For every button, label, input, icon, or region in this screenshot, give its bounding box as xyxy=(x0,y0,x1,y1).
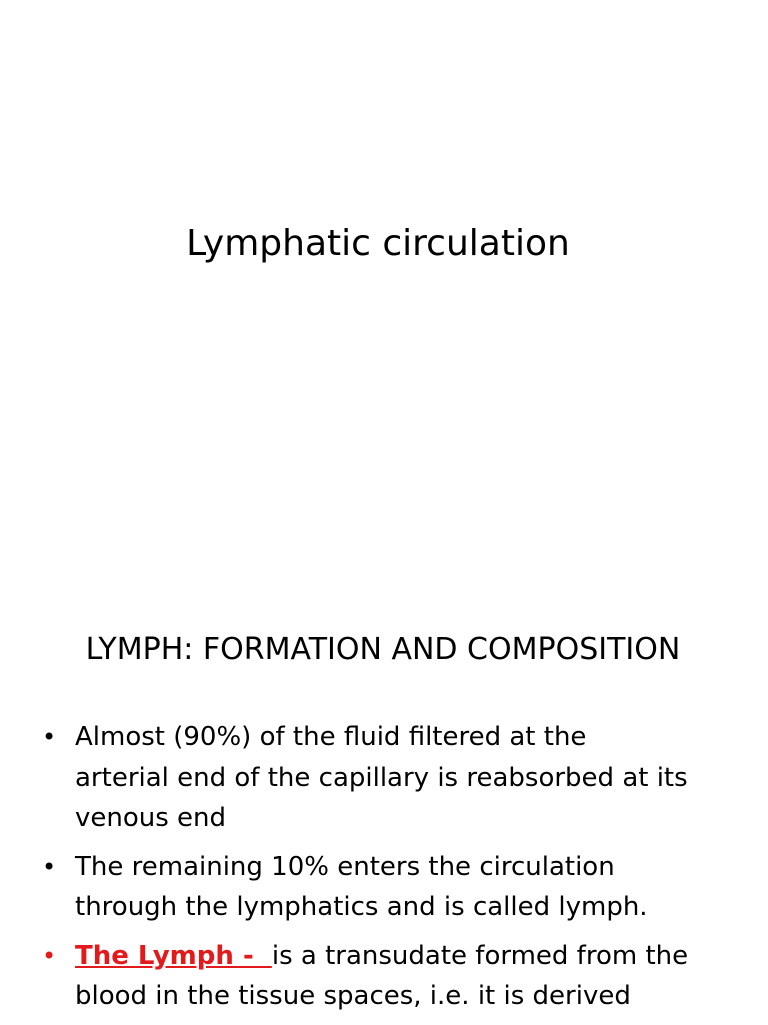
bullet-item xyxy=(42,717,732,839)
highlight-term: The Lymph - xyxy=(75,940,272,971)
bullet-line: blood in the tissue spaces, i.e. it is derived xyxy=(75,981,631,1011)
bullet-dot-icon: • xyxy=(42,723,57,751)
bullet-line: through the lymphatics and is called lymph. xyxy=(75,892,648,922)
bullet-line xyxy=(75,936,732,977)
bullet-line-rest: is a transudate formed from the xyxy=(271,940,689,971)
bullet-item xyxy=(42,936,732,1017)
bullet-list xyxy=(42,717,732,1025)
section-heading: LYMPH: FORMATION AND COMPOSITION xyxy=(85,632,681,667)
bullet-line: arterial end of the capillary is reabsorbed at its xyxy=(75,762,688,793)
bullet-dot-icon: • xyxy=(42,941,57,970)
slide-title: Lymphatic circulation xyxy=(186,223,570,264)
bullet-line: venous end xyxy=(75,803,227,833)
bullet-line: The remaining 10% enters the circulation xyxy=(75,851,615,882)
bullet-dot-icon: • xyxy=(42,852,57,881)
bullet-item xyxy=(42,847,732,928)
bullet-line: Almost (90%) of the fluid filtered at the xyxy=(75,722,587,752)
